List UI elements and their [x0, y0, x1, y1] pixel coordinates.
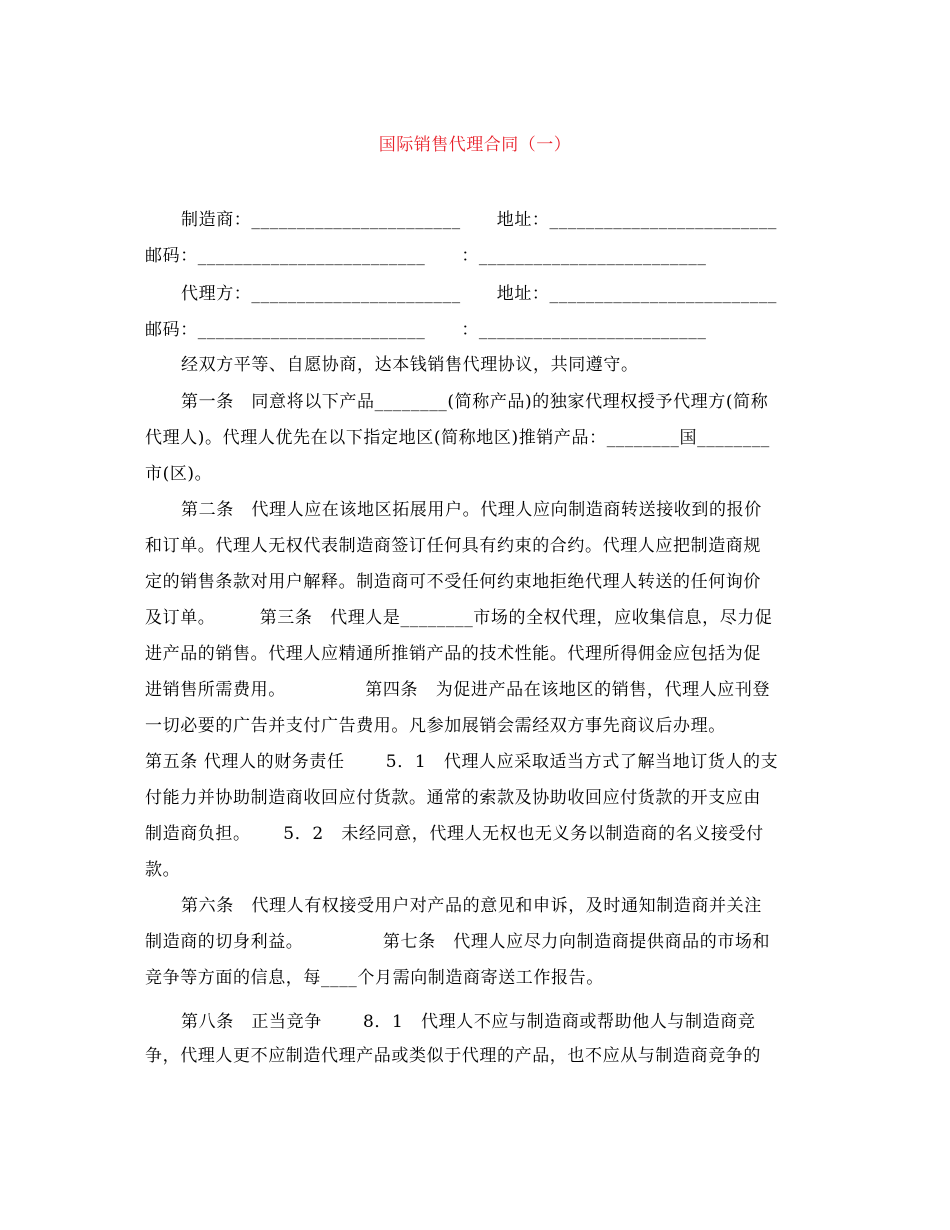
document-title: 国际销售代理合同（一）	[378, 135, 572, 155]
article-6-line-1: 第六条 代理人有权接受用户对产品的意见和申诉，及时通知制造商并关注	[181, 896, 762, 916]
article-4-line-2: 一切必要的广告并支付广告费用。凡参加展销会需经双方事先商议后办理。	[145, 716, 726, 736]
article-5-line-4: 款。	[145, 860, 181, 880]
manufacturer-postcode-line: 邮码：_________________________ ：_________________________	[145, 246, 707, 266]
preamble-line: 经双方平等、自愿协商，达本钱销售代理协议，共同遵守。	[181, 355, 639, 375]
article-5-line-3: 制造商负担。 5．2 未经同意，代理人无权也无义务以制造商的名义接受付	[145, 824, 764, 844]
article-8-line-1: 第八条 正当竞争 8．1 代理人不应与制造商或帮助他人与制造商竞	[181, 1012, 756, 1032]
article-1-line-2: 代理人)。代理人优先在以下指定地区(简称地区)推销产品：________国________	[145, 428, 770, 448]
article-3-line-2: 进产品的销售。代理人应精通所推销产品的技术性能。代理所得佣金应包括为促	[145, 644, 761, 664]
article-5-line-1: 第五条 代理人的财务责任 5．1 代理人应采取适当方式了解当地订货人的支	[145, 752, 779, 772]
article-6-7-line: 制造商的切身利益。 第七条 代理人应尽力向制造商提供商品的市场和	[145, 932, 771, 952]
article-2-line-3: 定的销售条款对用户解释。制造商可不受任何约束地拒绝代理人转送的任何询价	[145, 572, 761, 592]
article-3-4-line: 进销售所需费用。 第四条 为促进产品在该地区的销售，代理人应刊登	[145, 680, 771, 700]
manufacturer-line: 制造商：_______________________ 地址：_________________________	[181, 210, 778, 230]
article-2-3-line: 及订单。 第三条 代理人是________市场的全权代理，应收集信息，尽力促	[145, 608, 773, 628]
agent-line: 代理方：_______________________ 地址：_________________________	[181, 284, 778, 304]
article-1-line-3: 市(区)。	[145, 464, 213, 484]
agent-postcode-line: 邮码：_________________________ ：_________________________	[145, 320, 707, 340]
article-1-line-1: 第一条 同意将以下产品________(简称产品)的独家代理权授予代理方(简称	[181, 392, 769, 412]
article-5-line-2: 付能力并协助制造商收回应付货款。通常的索款及协助收回应付货款的开支应由	[145, 788, 761, 808]
article-8-line-2: 争，代理人更不应制造代理产品或类似于代理的产品，也不应从与制造商竞争的	[145, 1046, 761, 1066]
article-2-line-1: 第二条 代理人应在该地区拓展用户。代理人应向制造商转送接收到的报价	[181, 500, 762, 520]
article-7-line-2: 竞争等方面的信息，每____个月需向制造商寄送工作报告。	[145, 968, 604, 988]
article-2-line-2: 和订单。代理人无权代表制造商签订任何具有约束的合约。代理人应把制造商规	[145, 536, 761, 556]
